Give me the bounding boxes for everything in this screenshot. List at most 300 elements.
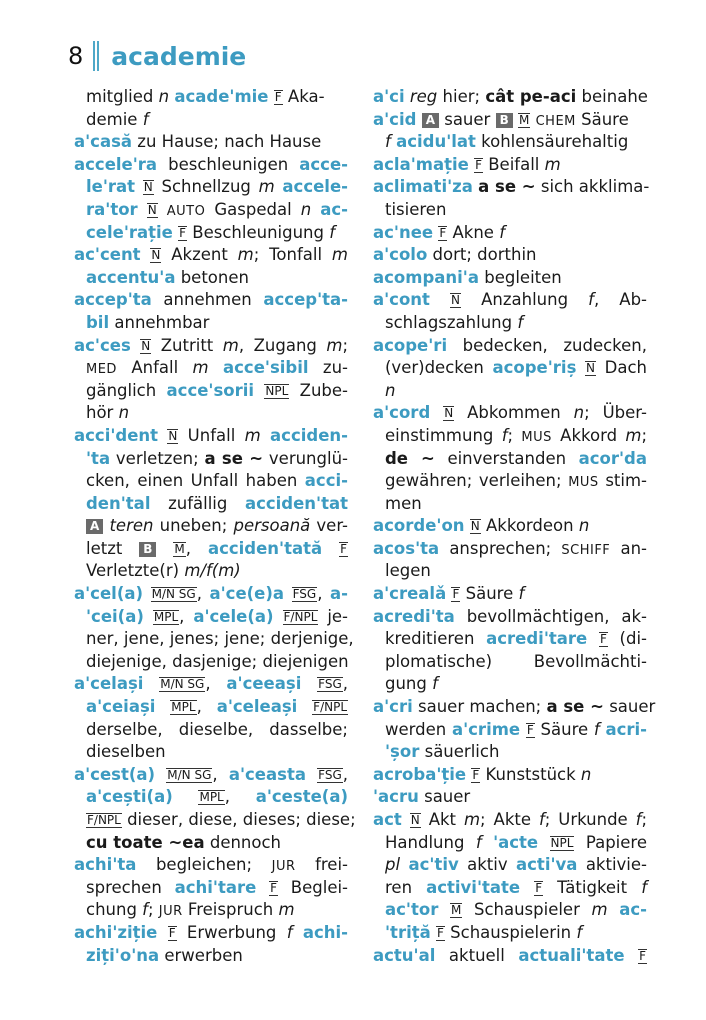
entry-text: Anfall [116,358,193,378]
subject-label: CHEM [535,113,576,129]
italic-text: f [593,719,600,739]
italic-text: f [385,132,391,152]
entry-text: gänglich [86,380,167,400]
text-line [74,628,354,651]
entry-text: Aka- [282,87,325,106]
headword: a'cid [373,109,417,129]
headword: a'colo [373,245,428,265]
entry-text: chung [86,900,143,920]
sense-marker: B [496,113,513,128]
bold-phrase: a se ~ [478,177,536,197]
italic-text: f [329,222,336,242]
entry-text [625,946,639,965]
entry-text: aktuell [435,945,519,965]
italic-text: f [576,922,583,942]
subject-label: MED [86,362,117,378]
headword: ac'cent [74,245,141,265]
entry-text: , [179,606,194,626]
headword: ac'ces [74,335,131,355]
entry-text [297,697,312,716]
entry-text: ; Tonfall [253,245,332,265]
entry-text: Erwerbung [176,922,287,942]
headword: a'ceiași [86,697,156,717]
text-line [373,560,647,583]
subject-label: MUS [521,429,552,445]
entry-text: dieselben [86,742,166,762]
entry-text: sich akklima- [535,177,650,197]
gender-tag: N [470,519,480,534]
entry-text [587,629,599,648]
entry-text: , [196,584,210,604]
gender-tag: N [444,406,454,421]
entry-text: kohlensäurehaltig [475,132,629,152]
headword: acce- [299,154,348,174]
headword: acce'sibil [223,358,309,378]
text-line [74,131,348,154]
italic-text: n [580,764,592,784]
italic-text: m [544,154,561,174]
entry-text: ; [507,425,522,445]
text-line [74,222,348,245]
text-line [373,583,647,606]
text-line [373,131,647,154]
text-line [74,109,348,132]
entry-text [141,245,151,264]
headword: accele'ra [74,154,158,174]
gender-tag: N [141,338,151,353]
subject-label: MUS [568,475,599,491]
entry-text [482,833,493,852]
gender-tag: F [472,767,480,782]
entry-text [430,290,450,309]
text-line [373,402,647,425]
italic-text: m [331,245,348,265]
entry-text [520,878,534,897]
entry-text: , [185,538,208,558]
headword: a'cord [373,403,431,423]
entry-text: begleichen; [136,855,272,875]
entry-text: verletzen; [110,448,205,468]
text-line [74,86,348,109]
entry-text: Beschleunigung [187,222,330,242]
text-line [74,786,348,809]
entry-text: Unfall [178,425,245,445]
italic-text: f [588,290,594,310]
page-header [68,36,246,76]
italic-text: pl [385,855,401,875]
text-line [373,199,647,222]
headword: den'tal [86,493,151,513]
text-line [373,606,647,629]
entry-text: einstimmung [385,425,502,445]
entry-text [322,539,339,558]
italic-text: m/f(m) [184,561,241,581]
entry-text: , [212,764,229,784]
entry-text: Akt [420,810,464,829]
italic-text: n [118,403,130,423]
text-line [373,176,650,199]
entry-text: Akkordeon [480,516,579,536]
headword: act [373,810,402,829]
sense-marker: B [139,542,156,557]
text-line [74,560,348,583]
entry-text [306,765,317,784]
entry-text [138,200,147,219]
entry-text [261,426,270,445]
gender-tag: M/N SG [167,767,212,782]
text-line [74,402,348,425]
entry-text [402,810,410,829]
entry-text: stim- [598,471,647,491]
entry-text [576,358,585,377]
text-line [373,922,647,945]
entry-text: sauer [418,787,471,807]
entry-text [538,833,549,852]
headword: bil [86,312,110,332]
text-line [74,673,348,696]
entry-text [155,765,166,784]
italic-text: f [517,312,524,332]
entry-text [256,878,269,897]
headword: a'cel(a) [74,584,144,604]
headword: accep'ta- [263,290,348,310]
italic-text: n [578,516,590,536]
headword: 'acte [493,832,539,852]
entry-text: (di- [607,629,648,649]
entry-text: beinahe [576,87,648,106]
entry-text: ; [342,335,349,355]
bold-phrase: a se ~ [204,448,264,468]
headword: achi'ta [74,855,137,875]
italic-text: f [142,109,149,129]
entry-text: schlagszahlung [385,312,518,332]
text-line [373,764,647,787]
italic-text: f [518,584,525,604]
entry-text [274,607,283,626]
entry-text: betonen [175,267,249,287]
entry-text [135,177,143,196]
entry-text: derselbe, dieselbe, dasselbe; [86,719,348,739]
headword: 'triță [385,922,431,942]
gender-tag: N [143,180,153,195]
entry-text: annehmbar [109,312,210,332]
text-line [74,854,348,877]
headword: acci'dent [74,425,159,445]
gender-tag: N [168,428,178,443]
entry-text [155,697,170,716]
italic-text: m [237,245,254,265]
headword: ac'tor [385,900,439,920]
text-line [373,244,647,267]
headword: ac'tiv [408,855,459,875]
left-column [74,86,356,967]
entry-text: säuerlich [419,742,500,762]
entry-text: einverstanden [434,448,579,468]
entry-text: (ver)decken [385,358,493,378]
text-line [373,222,647,245]
text-line [373,877,647,900]
text-line [373,425,647,448]
entry-text: cken, einen Unfall haben [86,471,305,491]
headword: acidu'lat [396,132,476,152]
gender-tag: M/N SG [151,587,196,602]
text-line [373,109,647,132]
gender-tag: MPL [171,700,196,715]
entry-text: erwerben [159,945,243,965]
entry-text: aktivie- [577,855,647,875]
entry-text: Säure [534,719,594,739]
text-line [74,312,348,335]
headword: 'ta [86,448,111,468]
text-line [373,493,647,516]
bold-phrase: cu toate ~ea [86,832,205,852]
italic-text: f [475,832,482,852]
gender-tag: M/N SG [160,677,205,692]
italic-text: m [258,177,275,197]
italic-text: n [385,380,396,400]
headword: acredi'ta [373,606,455,626]
italic-text: m [244,425,261,445]
entry-text: ; Akte [480,810,539,829]
headword: accep'ta [74,290,152,310]
entry-text [284,584,292,603]
entry-text: , Zugang [238,335,327,355]
entry-text [293,923,303,942]
entry-text [254,381,264,400]
headword: acredi'tare [486,629,588,649]
italic-text: f [538,810,545,829]
headword: acor'da [578,448,647,468]
entry-text: gung [385,674,433,694]
entry-text: begleiten [478,267,562,287]
entry-text [608,900,620,919]
headword: accele- [282,177,349,197]
entry-text: sauer [603,697,656,717]
text-line [373,628,647,651]
text-line [373,335,647,358]
headword: acade'mie [174,87,269,106]
gender-tag: M [450,903,462,918]
gender-tag: M [174,541,185,556]
entry-text [311,200,320,219]
headword: acciden'tat [244,493,348,513]
header-divider [93,41,95,71]
headword: achi'tare [174,877,257,897]
entry-text: Handlung [385,832,476,852]
text-line [74,899,348,922]
headword: achi- [302,922,348,942]
headword: a'cri [373,697,413,717]
entry-text: Säure [575,109,629,129]
entry-text [144,607,153,626]
gender-tag: FSG [318,767,342,782]
entry-text: ; Über- [584,403,647,423]
entry-text: dort; dorthin [427,245,537,265]
text-line [74,741,348,764]
entry-text: ; Urkunde [544,810,636,829]
gender-tag: F [639,948,646,963]
entry-text: werden [385,719,452,739]
text-line [373,380,647,403]
headword: acri- [605,719,648,739]
gender-tag: F [168,925,176,940]
entry-text: ver- [310,516,349,536]
subject-label: AUTO [166,203,206,219]
headword: a'ceeași [226,674,302,694]
entry-text [158,426,167,445]
entry-text: Zube- [289,380,348,400]
entry-text: Abkommen [454,403,574,423]
text-line [74,538,348,561]
text-line [373,470,647,493]
text-line [373,538,647,561]
text-line [74,945,348,968]
entry-text [131,336,141,355]
headword: acla'mație [373,154,469,174]
headword: a'crealǎ [373,584,447,604]
gender-tag: NPL [265,383,289,398]
gender-tag: F [452,587,460,602]
text-line [74,832,348,855]
headword: acorde'on [373,516,465,536]
gender-tag: F/NPL [283,609,318,624]
entry-text: zu- [308,358,348,378]
entry-text: frei- [295,855,348,875]
text-line [373,719,647,742]
entry-text: tisieren [385,199,447,219]
subject-label: SCHIFF [561,542,611,558]
headword: a'celeași [216,697,298,717]
entry-text: bevollmächtigen, ak- [454,606,647,626]
entry-text [301,674,317,693]
text-line [74,922,348,945]
gender-tag: N [451,293,461,308]
entry-text: , [196,697,217,717]
entry-text: Dach [596,358,648,378]
italic-text: m [625,425,642,445]
subject-label: JUR [271,859,296,875]
text-line [373,357,647,380]
entry-text: ; [641,810,648,829]
entry-text: hier; [437,87,486,106]
sense-marker: A [86,519,103,534]
entry-text: Kunststück [480,764,581,784]
headword: a'cești(a) [86,787,173,807]
entry-text [143,584,151,603]
text-line [373,945,647,968]
entry-text: gewähren; verleihen; [385,471,569,491]
entry-text: , [224,787,256,807]
text-line [74,583,348,606]
headword: a'casă [74,132,133,152]
entry-text: kreditieren [385,629,487,649]
entry-text: hör [86,403,119,423]
gender-tag: N [151,248,161,263]
headword: a- [330,584,348,604]
gender-tag: FSG [292,587,317,602]
text-line [74,380,348,403]
gender-tag: N [586,361,596,376]
text-line [74,651,348,674]
entry-text: Tätigkeit [543,877,642,897]
headword: acope'riș [492,358,577,378]
text-line [74,335,348,358]
gender-tag: F/NPL [87,813,121,827]
italic-text: n [300,199,312,219]
bold-phrase: cât pe-aci [485,87,577,106]
gender-tag: MPL [199,790,224,805]
headword: a'cest(a) [74,764,156,784]
italic-text: m [326,335,343,355]
headword: acos'ta [373,538,440,558]
text-line [373,289,647,312]
entry-text: sauer machen; [412,697,547,717]
gender-tag: N [147,202,157,217]
headword: a'ceasta [228,764,306,784]
entry-text: ; [147,900,159,920]
gender-tag: F [439,225,447,240]
entry-text: zufällig [150,493,245,513]
text-line [74,877,348,900]
bold-phrase: a se ~ [546,697,604,717]
text-line [373,899,647,922]
italic-text: persoană [233,516,311,536]
entry-text: ren [385,877,427,897]
entry-text: legen [385,561,431,581]
headword: acti'va [516,855,578,875]
entry-text: ner, jene, jenes; jene; derjenige, [86,629,354,649]
entry-text: Schauspielerin [444,922,577,942]
entry-text: Akzent [161,245,238,265]
italic-text: f [499,222,506,242]
italic-text: n [573,403,585,423]
entry-text [430,403,443,422]
entry-text: sprechen [86,877,175,897]
entry-text: Zutritt [151,335,223,355]
header-divider [97,41,99,71]
headword: achi'ziție [74,922,158,942]
entry-text: Säure [460,584,519,604]
entry-text [438,900,450,919]
entry-text: Anzahlung [461,290,589,310]
headword: a'celași [74,674,144,694]
headword: a'ceste(a) [255,787,348,807]
headword: 'cei(a) [86,606,144,626]
text-line [74,448,348,471]
entry-text: Gaspedal [205,199,301,219]
headword: acope'ri [373,335,448,355]
gender-tag: NPL [550,835,574,850]
gender-tag: F [270,880,277,895]
entry-text: Beglei- [278,877,349,897]
headword: le'rat [86,177,136,197]
italic-text: teren [109,516,154,536]
text-line [373,312,647,335]
italic-text: f [635,810,642,829]
headword: ziți'o'na [86,945,160,965]
entry-text: sauer [438,109,496,129]
gender-tag: F [274,90,282,104]
entry-text: beschleunigen [157,154,300,174]
entry-text: aktiv [458,855,517,875]
text-line [373,673,647,696]
headword: acciden'tată [207,538,323,558]
gender-tag: F/NPL [313,700,348,715]
gender-tag: F [475,157,482,172]
text-line [373,651,647,674]
entry-text: dieser, diese, dieses; diese; [121,810,356,829]
right-column [373,86,656,967]
